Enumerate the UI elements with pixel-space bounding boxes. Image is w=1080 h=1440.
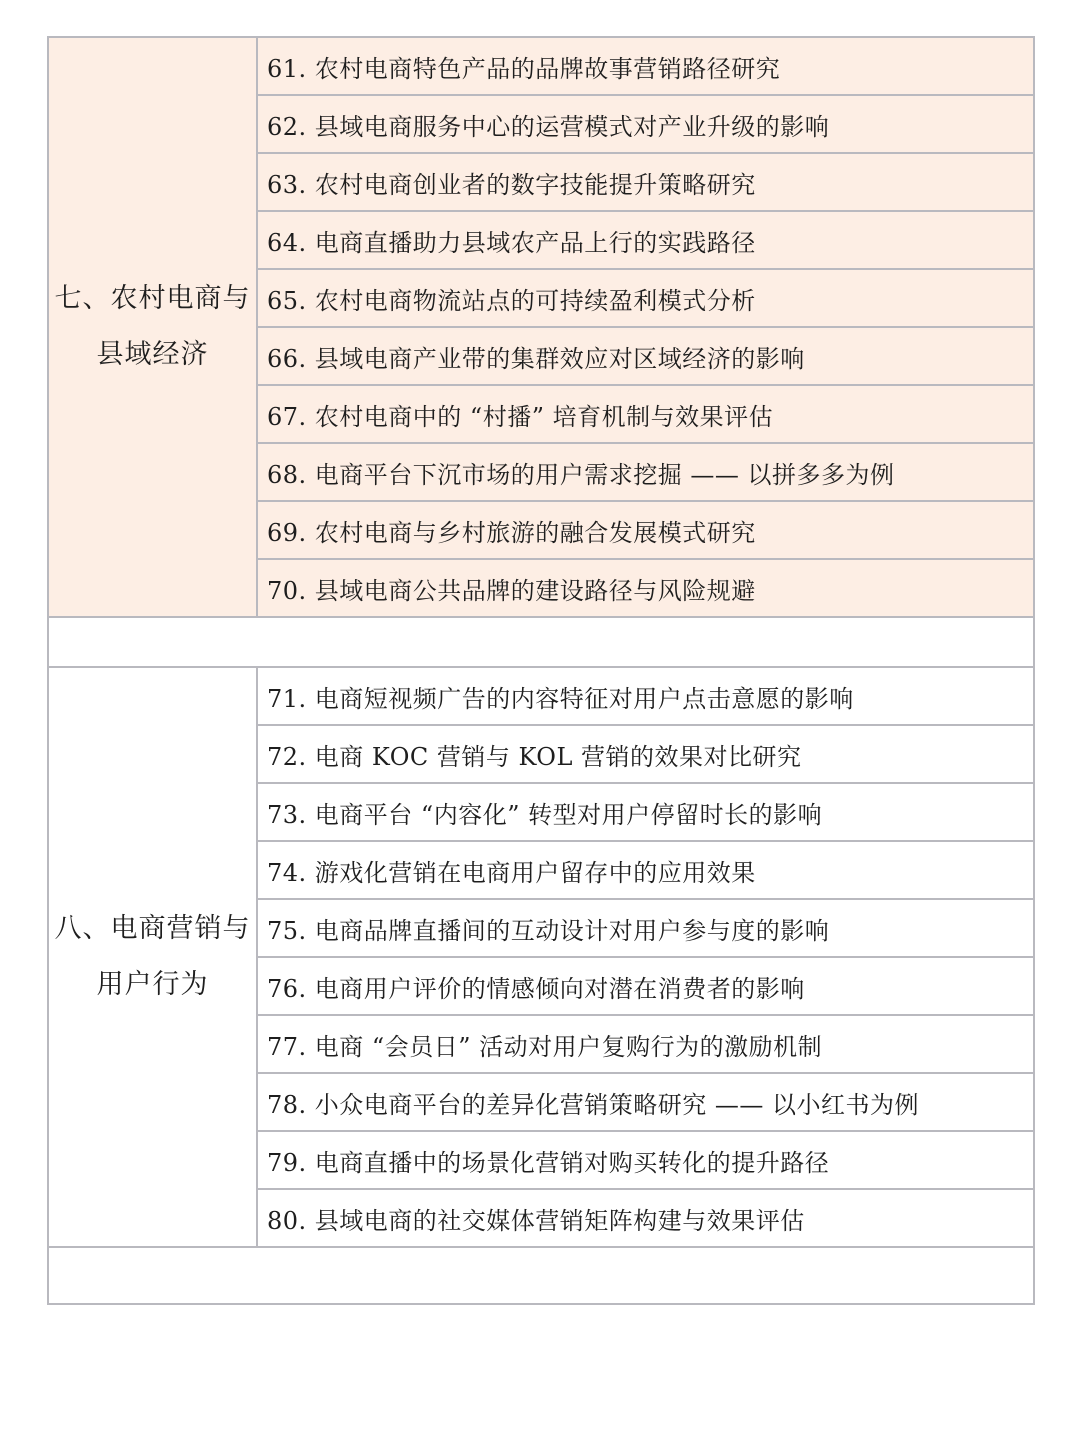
topic-item: 61. 农村电商特色产品的品牌故事营销路径研究 <box>257 37 1034 95</box>
category-cell-rural-ecommerce <box>48 37 257 617</box>
empty-row <box>48 1247 1034 1304</box>
topic-item: 65. 农村电商物流站点的可持续盈利模式分析 <box>257 269 1034 327</box>
topic-item: 62. 县域电商服务中心的运营模式对产业升级的影响 <box>257 95 1034 153</box>
category-cell-ecommerce-marketing <box>48 667 257 1247</box>
category-label-line2: 县域经济 <box>96 339 209 370</box>
topic-item: 68. 电商平台下沉市场的用户需求挖掘 —— 以拼多多为例 <box>257 443 1034 501</box>
topic-item: 66. 县域电商产业带的集群效应对区域经济的影响 <box>257 327 1034 385</box>
topic-item: 63. 农村电商创业者的数字技能提升策略研究 <box>257 153 1034 211</box>
empty-cell <box>48 617 1034 667</box>
topic-item: 64. 电商直播助力县域农产品上行的实践路径 <box>257 211 1034 269</box>
topic-item: 69. 农村电商与乡村旅游的融合发展模式研究 <box>257 501 1034 559</box>
topics-table <box>47 36 1035 1305</box>
category-label-line1: 八、电商营销与 <box>54 913 251 944</box>
topic-item: 73. 电商平台 “内容化” 转型对用户停留时长的影响 <box>257 783 1034 841</box>
topic-item: 74. 游戏化营销在电商用户留存中的应用效果 <box>257 841 1034 899</box>
topic-item: 71. 电商短视频广告的内容特征对用户点击意愿的影响 <box>257 667 1034 725</box>
topic-item: 67. 农村电商中的 “村播” 培育机制与效果评估 <box>257 385 1034 443</box>
topic-item: 75. 电商品牌直播间的互动设计对用户参与度的影响 <box>257 899 1034 957</box>
empty-row <box>48 617 1034 667</box>
topic-item: 79. 电商直播中的场景化营销对购买转化的提升路径 <box>257 1131 1034 1189</box>
table-row <box>48 37 1034 95</box>
category-label-line2: 用户行为 <box>96 969 209 1000</box>
topic-item: 70. 县域电商公共品牌的建设路径与风险规避 <box>257 559 1034 617</box>
topic-item: 76. 电商用户评价的情感倾向对潜在消费者的影响 <box>257 957 1034 1015</box>
topic-item: 78. 小众电商平台的差异化营销策略研究 —— 以小红书为例 <box>257 1073 1034 1131</box>
topic-item: 72. 电商 KOC 营销与 KOL 营销的效果对比研究 <box>257 725 1034 783</box>
table-row <box>48 667 1034 725</box>
topic-item: 77. 电商 “会员日” 活动对用户复购行为的激励机制 <box>257 1015 1034 1073</box>
category-label-line1: 七、农村电商与 <box>54 283 251 314</box>
topic-item: 80. 县域电商的社交媒体营销矩阵构建与效果评估 <box>257 1189 1034 1247</box>
empty-cell <box>48 1247 1034 1304</box>
